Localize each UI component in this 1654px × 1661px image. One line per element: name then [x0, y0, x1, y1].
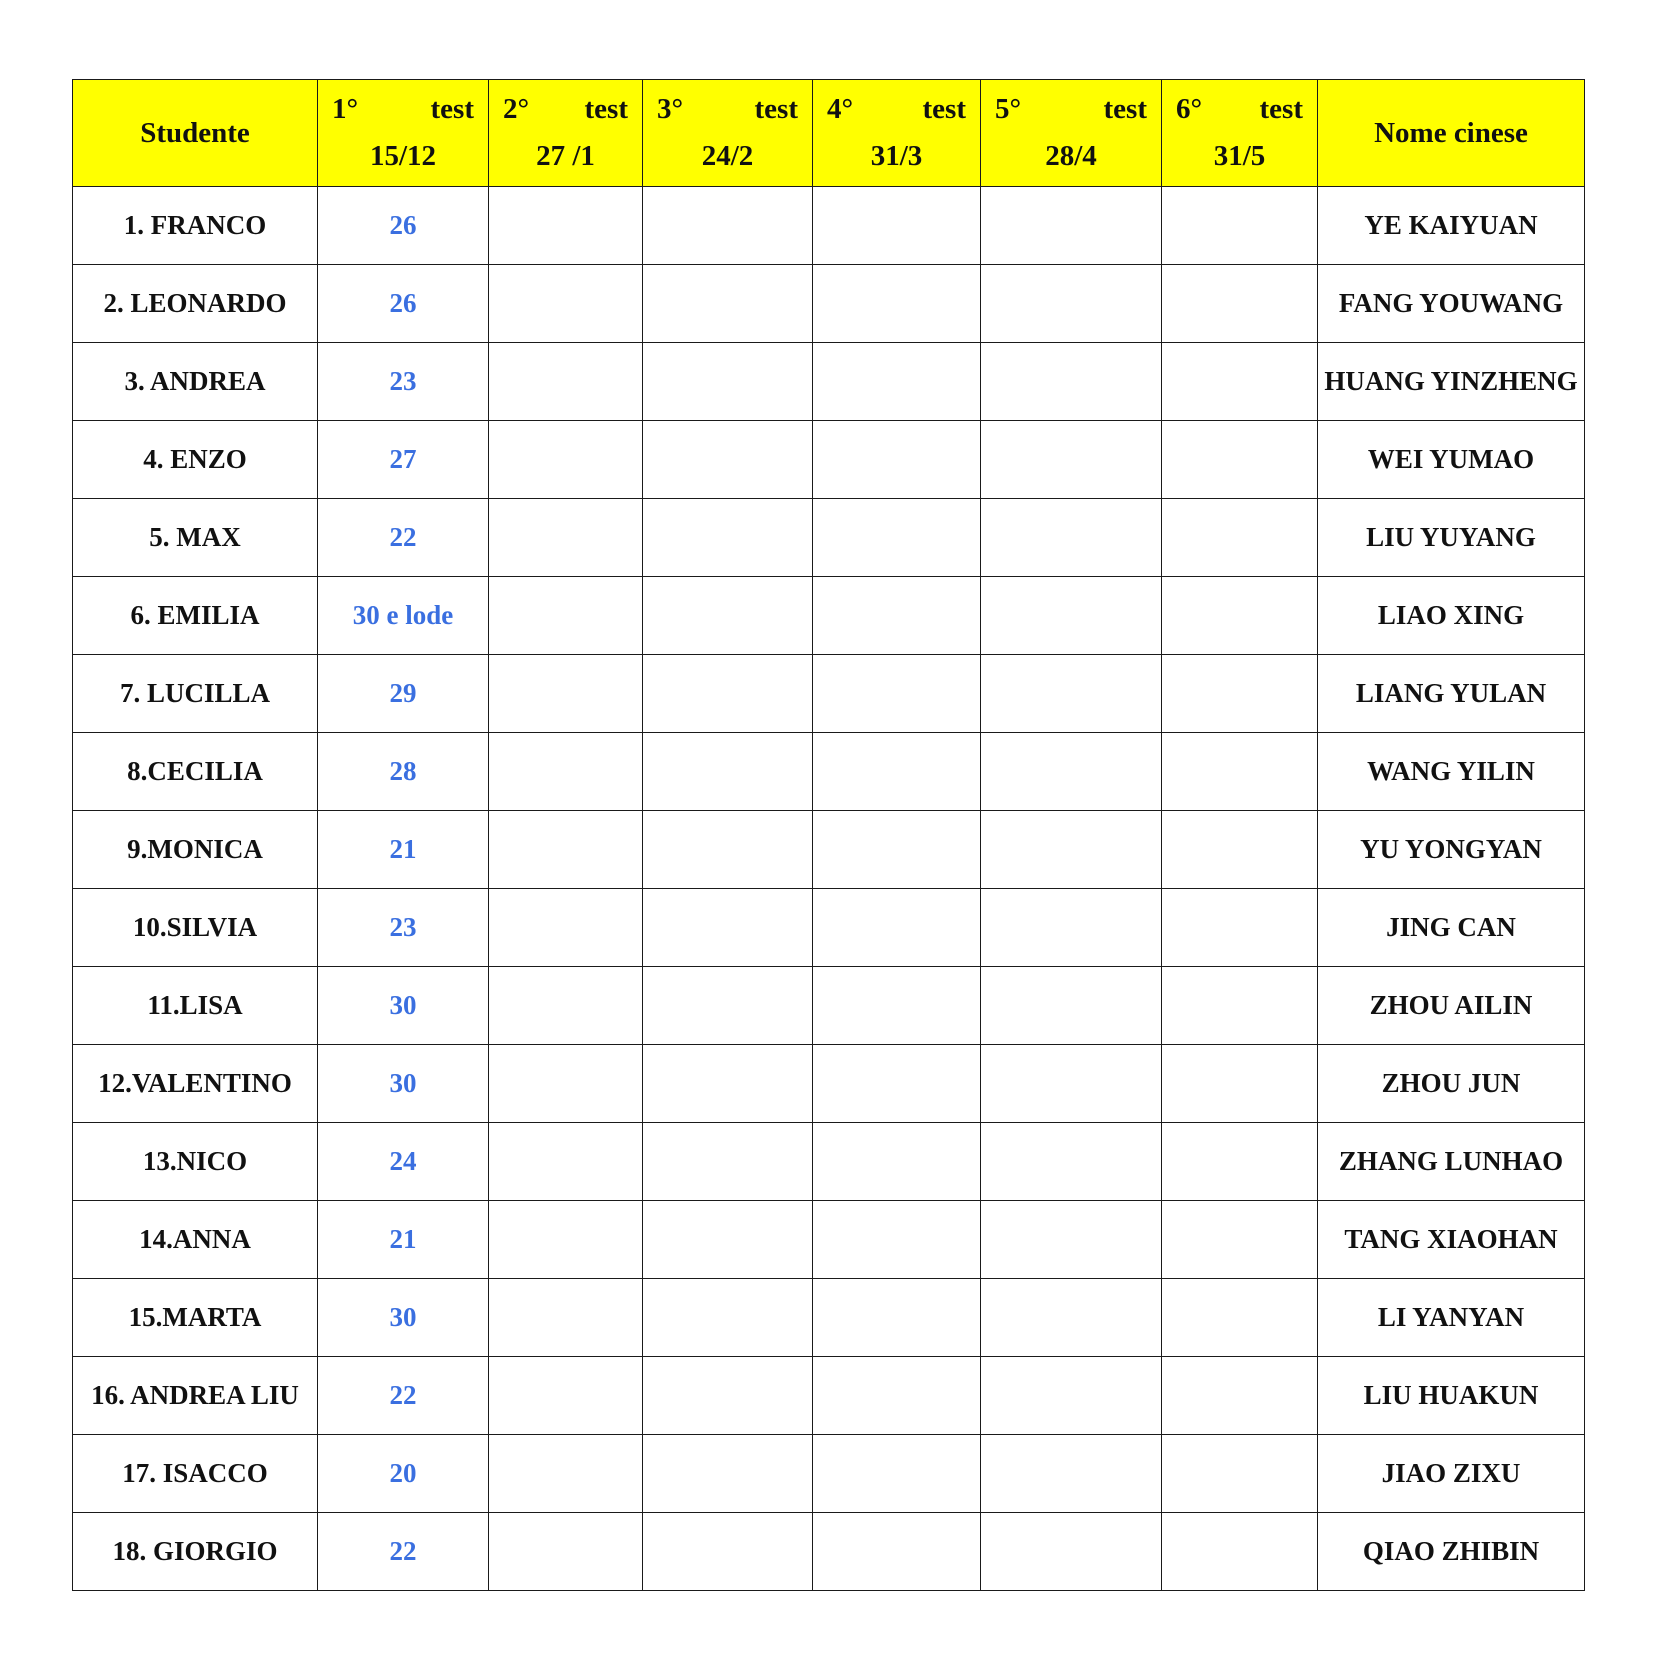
test-3-score-cell: [643, 1045, 813, 1123]
test-6-score-cell: [1162, 265, 1318, 343]
table-row: [73, 1045, 1585, 1123]
test-6-score-cell: [1162, 1513, 1318, 1591]
test-word: test: [1103, 93, 1147, 125]
student-name-cell: 16. ANDREA LIU: [73, 1357, 318, 1435]
test-date: 31/5: [1213, 140, 1266, 172]
student-name-cell: 2. LEONARDO: [73, 265, 318, 343]
test-6-score-cell: [1162, 811, 1318, 889]
test-1-score-cell: 22: [318, 1513, 489, 1591]
student-name-cell: 8.CECILIA: [73, 733, 318, 811]
header-test-3: [643, 80, 813, 187]
student-name-cell: 6. EMILIA: [73, 577, 318, 655]
test-5-score-cell: [981, 655, 1162, 733]
test-1-score-cell: 23: [318, 889, 489, 967]
chinese-name-cell: QIAO ZHIBIN: [1318, 1513, 1585, 1591]
test-3-score-cell: [643, 1513, 813, 1591]
test-1-score-cell: 30: [318, 1045, 489, 1123]
test-2-score-cell: [489, 577, 643, 655]
test-4-score-cell: [813, 1279, 981, 1357]
chinese-name-cell: WEI YUMAO: [1318, 421, 1585, 499]
document-page: [72, 79, 1584, 1591]
test-3-score-cell: [643, 1201, 813, 1279]
header-test-2: [489, 80, 643, 187]
student-name-cell: 17. ISACCO: [73, 1435, 318, 1513]
test-2-score-cell: [489, 1123, 643, 1201]
test-5-score-cell: [981, 1279, 1162, 1357]
test-5-score-cell: [981, 811, 1162, 889]
test-6-score-cell: [1162, 655, 1318, 733]
student-name-cell: 10.SILVIA: [73, 889, 318, 967]
test-1-score-cell: 28: [318, 733, 489, 811]
test-2-score-cell: [489, 1045, 643, 1123]
test-3-score-cell: [643, 1279, 813, 1357]
test-4-score-cell: [813, 499, 981, 577]
test-6-score-cell: [1162, 343, 1318, 421]
student-name-cell: 1. FRANCO: [73, 187, 318, 265]
table-row: [73, 1513, 1585, 1591]
chinese-name-cell: LIU YUYANG: [1318, 499, 1585, 577]
test-1-score-cell: 26: [318, 187, 489, 265]
test-4-score-cell: [813, 889, 981, 967]
header-student: Studente: [73, 80, 318, 187]
test-date: 15/12: [369, 140, 437, 172]
test-3-score-cell: [643, 187, 813, 265]
test-5-score-cell: [981, 1357, 1162, 1435]
test-5-score-cell: [981, 1513, 1162, 1591]
test-number: 1°: [332, 93, 359, 125]
test-1-score-cell: 21: [318, 1201, 489, 1279]
test-4-score-cell: [813, 265, 981, 343]
student-name-cell: 15.MARTA: [73, 1279, 318, 1357]
test-3-score-cell: [643, 1123, 813, 1201]
chinese-name-cell: ZHOU AILIN: [1318, 967, 1585, 1045]
student-name-cell: 7. LUCILLA: [73, 655, 318, 733]
table-body: [73, 187, 1585, 1591]
test-2-score-cell: [489, 1279, 643, 1357]
chinese-name-cell: HUANG YINZHENG: [1318, 343, 1585, 421]
test-4-score-cell: [813, 577, 981, 655]
test-5-score-cell: [981, 421, 1162, 499]
test-5-score-cell: [981, 1045, 1162, 1123]
test-6-score-cell: [1162, 187, 1318, 265]
test-1-score-cell: 27: [318, 421, 489, 499]
table-row: [73, 811, 1585, 889]
test-date: 31/3: [870, 140, 923, 172]
table-row: [73, 577, 1585, 655]
test-1-score-cell: 30: [318, 967, 489, 1045]
table-row: [73, 1123, 1585, 1201]
test-word: test: [922, 93, 966, 125]
chinese-name-cell: LI YANYAN: [1318, 1279, 1585, 1357]
test-4-score-cell: [813, 733, 981, 811]
test-2-score-cell: [489, 1513, 643, 1591]
test-6-score-cell: [1162, 967, 1318, 1045]
test-1-score-cell: 23: [318, 343, 489, 421]
test-4-score-cell: [813, 1513, 981, 1591]
student-name-cell: 11.LISA: [73, 967, 318, 1045]
test-3-score-cell: [643, 343, 813, 421]
test-2-score-cell: [489, 187, 643, 265]
test-6-score-cell: [1162, 499, 1318, 577]
test-6-score-cell: [1162, 889, 1318, 967]
chinese-name-cell: JING CAN: [1318, 889, 1585, 967]
test-6-score-cell: [1162, 1435, 1318, 1513]
test-2-score-cell: [489, 421, 643, 499]
chinese-name-cell: FANG YOUWANG: [1318, 265, 1585, 343]
test-word: test: [1259, 93, 1303, 125]
test-6-score-cell: [1162, 1279, 1318, 1357]
header-test-4: [813, 80, 981, 187]
test-4-score-cell: [813, 421, 981, 499]
test-6-score-cell: [1162, 1123, 1318, 1201]
test-5-score-cell: [981, 889, 1162, 967]
test-3-score-cell: [643, 889, 813, 967]
table-row: [73, 889, 1585, 967]
chinese-name-cell: TANG XIAOHAN: [1318, 1201, 1585, 1279]
table-row: [73, 1279, 1585, 1357]
test-5-score-cell: [981, 733, 1162, 811]
chinese-name-cell: LIAO XING: [1318, 577, 1585, 655]
header-test-5: [981, 80, 1162, 187]
grades-table: [72, 79, 1585, 1591]
test-2-score-cell: [489, 1435, 643, 1513]
test-6-score-cell: [1162, 421, 1318, 499]
test-3-score-cell: [643, 421, 813, 499]
test-word: test: [430, 93, 474, 125]
test-3-score-cell: [643, 265, 813, 343]
test-3-score-cell: [643, 967, 813, 1045]
test-1-score-cell: 20: [318, 1435, 489, 1513]
test-3-score-cell: [643, 1435, 813, 1513]
student-name-cell: 4. ENZO: [73, 421, 318, 499]
test-6-score-cell: [1162, 1357, 1318, 1435]
test-4-score-cell: [813, 811, 981, 889]
student-name-cell: 13.NICO: [73, 1123, 318, 1201]
test-2-score-cell: [489, 889, 643, 967]
test-3-score-cell: [643, 499, 813, 577]
test-6-score-cell: [1162, 577, 1318, 655]
test-number: 3°: [657, 93, 684, 125]
student-name-cell: 5. MAX: [73, 499, 318, 577]
table-row: [73, 499, 1585, 577]
test-2-score-cell: [489, 265, 643, 343]
test-4-score-cell: [813, 655, 981, 733]
test-5-score-cell: [981, 265, 1162, 343]
table-row: [73, 655, 1585, 733]
test-date: 27 /1: [536, 140, 595, 172]
test-1-score-cell: 30: [318, 1279, 489, 1357]
test-3-score-cell: [643, 655, 813, 733]
student-name-cell: 18. GIORGIO: [73, 1513, 318, 1591]
header-test-1: [318, 80, 489, 187]
chinese-name-cell: ZHANG LUNHAO: [1318, 1123, 1585, 1201]
chinese-name-cell: LIU HUAKUN: [1318, 1357, 1585, 1435]
test-number: 5°: [995, 93, 1022, 125]
test-date: 24/2: [701, 140, 754, 172]
test-word: test: [584, 93, 628, 125]
test-5-score-cell: [981, 343, 1162, 421]
test-1-score-cell: 26: [318, 265, 489, 343]
test-2-score-cell: [489, 1201, 643, 1279]
test-4-score-cell: [813, 1357, 981, 1435]
chinese-name-cell: ZHOU JUN: [1318, 1045, 1585, 1123]
header-chinese-name: Nome cinese: [1318, 80, 1585, 187]
test-2-score-cell: [489, 1357, 643, 1435]
test-word: test: [754, 93, 798, 125]
test-number: 2°: [503, 93, 530, 125]
test-4-score-cell: [813, 1201, 981, 1279]
test-4-score-cell: [813, 343, 981, 421]
test-6-score-cell: [1162, 1045, 1318, 1123]
student-name-cell: 12.VALENTINO: [73, 1045, 318, 1123]
test-2-score-cell: [489, 499, 643, 577]
test-4-score-cell: [813, 187, 981, 265]
test-5-score-cell: [981, 1201, 1162, 1279]
test-5-score-cell: [981, 1435, 1162, 1513]
test-1-score-cell: 24: [318, 1123, 489, 1201]
test-number: 6°: [1176, 93, 1203, 125]
test-number: 4°: [827, 93, 854, 125]
test-3-score-cell: [643, 733, 813, 811]
test-2-score-cell: [489, 343, 643, 421]
test-2-score-cell: [489, 967, 643, 1045]
table-row: [73, 265, 1585, 343]
table-row: [73, 733, 1585, 811]
student-name-cell: 3. ANDREA: [73, 343, 318, 421]
test-5-score-cell: [981, 499, 1162, 577]
chinese-name-cell: YE KAIYUAN: [1318, 187, 1585, 265]
chinese-name-cell: JIAO ZIXU: [1318, 1435, 1585, 1513]
test-5-score-cell: [981, 187, 1162, 265]
table-row: [73, 343, 1585, 421]
test-1-score-cell: 22: [318, 1357, 489, 1435]
table-row: [73, 421, 1585, 499]
test-1-score-cell: 21: [318, 811, 489, 889]
test-2-score-cell: [489, 811, 643, 889]
header-test-6: [1162, 80, 1318, 187]
test-3-score-cell: [643, 1357, 813, 1435]
test-4-score-cell: [813, 1123, 981, 1201]
table-row: [73, 187, 1585, 265]
test-1-score-cell: 29: [318, 655, 489, 733]
test-6-score-cell: [1162, 1201, 1318, 1279]
test-3-score-cell: [643, 811, 813, 889]
table-row: [73, 1435, 1585, 1513]
test-4-score-cell: [813, 1435, 981, 1513]
test-5-score-cell: [981, 577, 1162, 655]
test-4-score-cell: [813, 1045, 981, 1123]
table-row: [73, 967, 1585, 1045]
student-name-cell: 9.MONICA: [73, 811, 318, 889]
test-2-score-cell: [489, 733, 643, 811]
test-2-score-cell: [489, 655, 643, 733]
chinese-name-cell: LIANG YULAN: [1318, 655, 1585, 733]
table-row: [73, 1357, 1585, 1435]
test-6-score-cell: [1162, 733, 1318, 811]
test-5-score-cell: [981, 1123, 1162, 1201]
test-3-score-cell: [643, 577, 813, 655]
header-row: [73, 80, 1585, 187]
student-name-cell: 14.ANNA: [73, 1201, 318, 1279]
test-1-score-cell: 22: [318, 499, 489, 577]
test-5-score-cell: [981, 967, 1162, 1045]
chinese-name-cell: WANG YILIN: [1318, 733, 1585, 811]
test-1-score-cell: 30 e lode: [318, 577, 489, 655]
chinese-name-cell: YU YONGYAN: [1318, 811, 1585, 889]
table-row: [73, 1201, 1585, 1279]
test-4-score-cell: [813, 967, 981, 1045]
test-date: 28/4: [1045, 140, 1097, 172]
